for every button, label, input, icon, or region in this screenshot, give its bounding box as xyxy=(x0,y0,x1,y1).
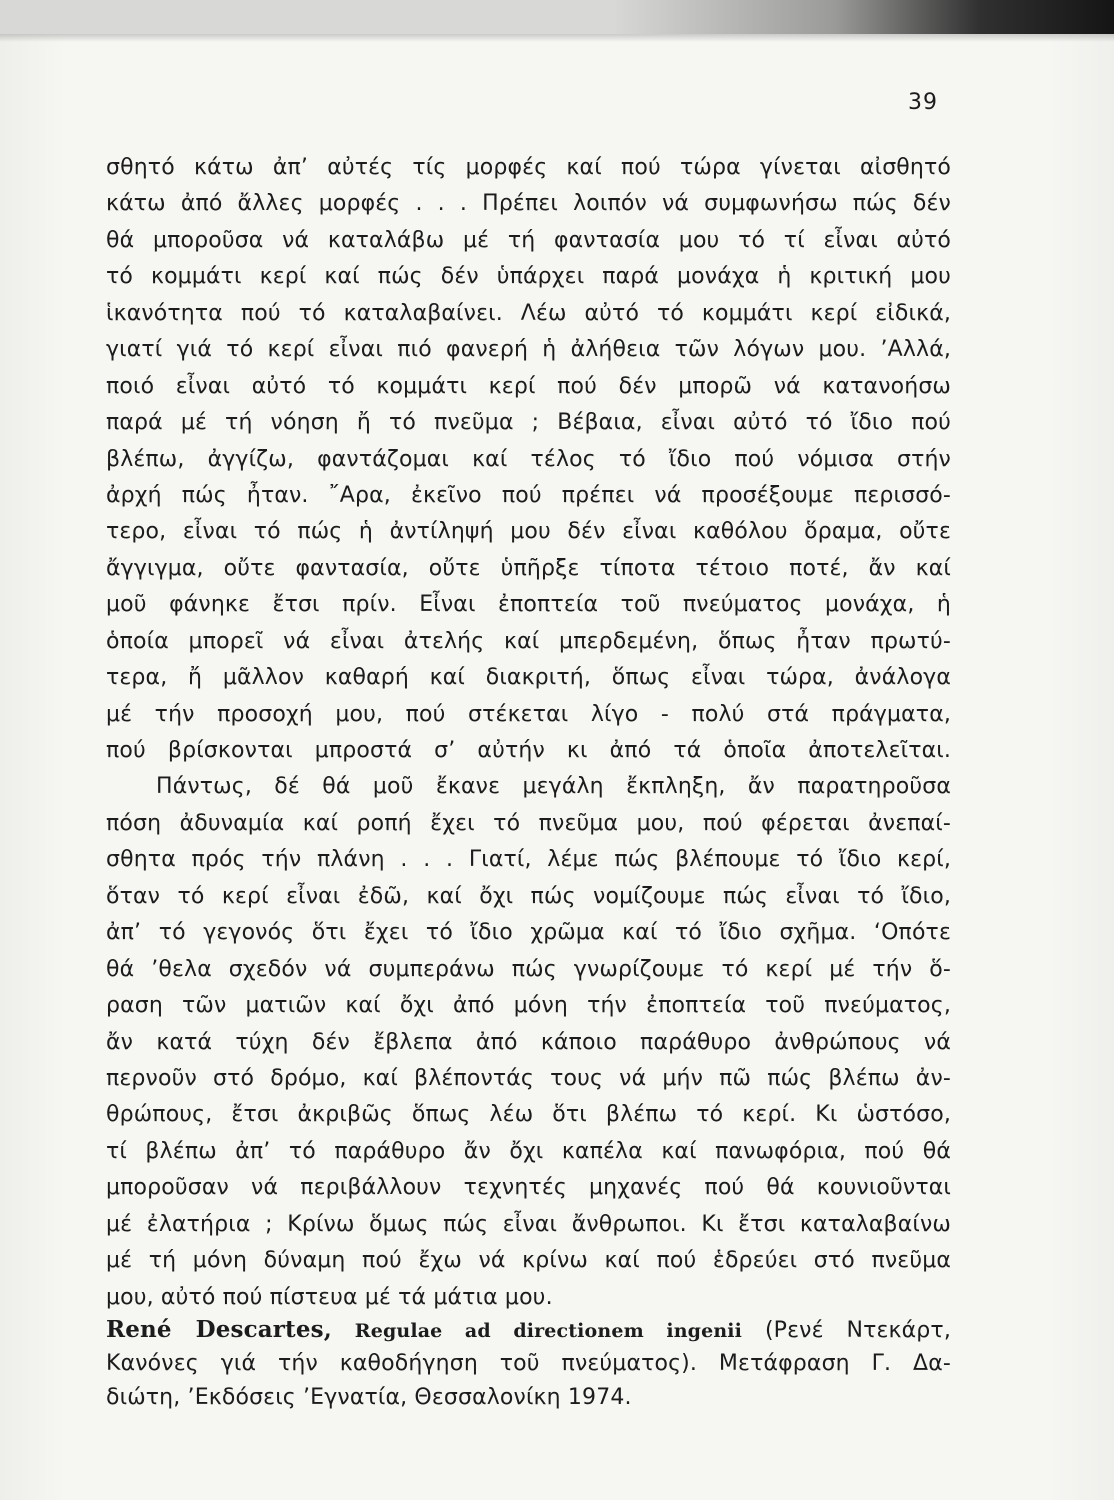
citation-author: René Descartes, xyxy=(106,1316,332,1343)
text-line: ἱκανότητα πού τό καταλαβαίνει. Λέω αὐτό τό κομμάτι κερί εἰδικά, xyxy=(106,300,951,326)
text-line: τερα, ἤ μᾶλλον καθαρή καί διακριτή, ὅπως εἶναι τώρα, ἀνάλογα xyxy=(106,665,951,691)
text-line: ποιό εἶναι αὐτό τό κομμάτι κερί πού δέν μπορῶ νά κατανοήσω xyxy=(106,373,951,399)
text-line: σθητα πρός τήν πλάνη . . . Γιατί, λέμε πώς βλέπουμε τό ἴδιο κερί, xyxy=(106,847,951,873)
text-line: μέ τή μόνη δύναμη πού ἔχω νά κρίνω καί πού ἑδρεύει στό πνεῦμα xyxy=(106,1248,951,1274)
citation-line: διώτη, ’Εκδόσεις ’Εγνατία, Θεσσαλονίκη 1974. xyxy=(106,1385,632,1410)
text-line: θά μποροῦσα νά καταλάβω μέ τή φαντασία μου τό τί εἶναι αὐτό xyxy=(106,227,951,253)
text-line: τερο, εἶναι τό πώς ἡ ἀντίληψή μου δέν εἶναι καθόλου ὅραμα, οὔτε xyxy=(106,519,951,545)
scan-top-shadow xyxy=(0,34,1114,42)
text-line: μέ ἐλατήρια ; Κρίνω ὅμως πώς εἶναι ἄνθρωποι. Κι ἔτσι καταλαβαίνω xyxy=(106,1211,951,1237)
scan-top-edge xyxy=(0,0,1114,34)
text-line: τί βλέπω ἀπ’ τό παράθυρο ἄν ὄχι καπέλα καί πανωφόρια, πού θά xyxy=(106,1138,951,1164)
text-line: γιατί γιά τό κερί εἶναι πιό φανερή ἡ ἀλήθεια τῶν λόγων μου. ’Αλλά, xyxy=(106,337,951,363)
text-line: τό κομμάτι κερί καί πώς δέν ὑπάρχει παρά μονάχα ἡ κριτική μου xyxy=(106,264,951,290)
text-line: μέ τήν προσοχή μου, πού στέκεται λίγο - πολύ στά πράγματα, xyxy=(106,701,951,727)
text-line: μποροῦσαν νά περιβάλλουν τεχνητές μηχανές πού θά κουνιοῦνται xyxy=(106,1175,951,1201)
text-line: θρώπους, ἔτσι ἀκριβῶς ὅπως λέω ὅτι βλέπω τό κερί. Κι ὡστόσο, xyxy=(106,1102,951,1128)
text-line: μοῦ φάνηκε ἔτσι πρίν. Εἶναι ἐποπτεία τοῦ πνεύματος μονάχα, ἡ xyxy=(106,592,951,618)
text-line: ἄγγιγμα, οὔτε φαντασία, οὔτε ὑπῆρξε τίποτα τέτοιο ποτέ, ἄν καί xyxy=(106,555,951,581)
citation-line xyxy=(106,1313,951,1347)
text-line: μου, αὐτό πού πίστευα μέ τά μάτια μου. xyxy=(106,1284,553,1310)
text-line: ραση τῶν ματιῶν καί ὄχι ἀπό μόνη τήν ἐποπτεία τοῦ πνεύματος, xyxy=(106,993,951,1019)
source-citation xyxy=(106,1313,951,1415)
text-line: πόση ἀδυναμία καί ροπή ἔχει τό πνεῦμα μου, πού φέρεται ἀνεπαί- xyxy=(106,810,951,836)
text-line: ἀπ’ τό γεγονός ὅτι ἔχει τό ἴδιο χρῶμα καί τό ἴδιο σχῆμα. ‘Οπότε xyxy=(106,920,951,946)
citation-line: Κανόνες γιά τήν καθοδήγηση τοῦ πνεύματος). Μετάφραση Γ. Δα- xyxy=(106,1351,951,1376)
text-line: ὁποία μπορεῖ νά εἶναι ἀτελής καί μπερδεμένη, ὅπως ἦταν πρωτύ- xyxy=(106,628,951,654)
citation-work-title: Regulae ad directionem ingenii xyxy=(354,1320,743,1342)
text-line: θά ’θελα σχεδόν νά συμπεράνω πώς γνωρίζουμε τό κερί μέ τήν ὅ- xyxy=(106,956,951,982)
page-number: 39 xyxy=(908,90,938,115)
text-line: περνοῦν στό δρόμο, καί βλέποντάς τους νά μήν πῶ πώς βλέπω ἀν- xyxy=(106,1065,951,1091)
text-line: κάτω ἀπό ἄλλες μορφές . . . Πρέπει λοιπόν νά συμφωνήσω πώς δέν xyxy=(106,191,951,217)
text-line: παρά μέ τή νόηση ἤ τό πνεῦμα ; Βέβαια, εἶναι αὐτό τό ἴδιο πού xyxy=(106,410,951,436)
body-text xyxy=(106,150,951,1316)
text-line: σθητό κάτω ἀπ’ αὐτές τίς μορφές καί πού τώρα γίνεται αἰσθητό xyxy=(106,155,951,180)
paragraph-start-line: Πάντως, δέ θά μοῦ ἔκανε μεγάλη ἔκπληξη, ἄν παρατηροῦσα xyxy=(156,774,951,800)
text-line: ἀρχή πώς ἦταν. ῎Αρα, ἐκεῖνο πού πρέπει νά προσέξουμε περισσό- xyxy=(106,482,951,508)
text-line: ὅταν τό κερί εἶναι ἐδῶ, καί ὄχι πώς νομίζουμε πώς εἶναι τό ἴδιο, xyxy=(106,883,951,909)
text-line: βλέπω, ἀγγίζω, φαντάζομαι καί τέλος τό ἴδιο πού νόμισα στήν xyxy=(106,446,951,472)
citation-translated-title: (Ρενέ Ντεκάρτ, xyxy=(764,1318,951,1343)
text-line: ἄν κατά τύχη δέν ἔβλεπα ἀπό κάποιο παράθυρο ἀνθρώπους νά xyxy=(106,1029,951,1055)
text-line: πού βρίσκονται μπροστά σ’ αὐτήν κι ἀπό τά ὁποῖα ἀποτελεῖται. xyxy=(106,738,951,763)
